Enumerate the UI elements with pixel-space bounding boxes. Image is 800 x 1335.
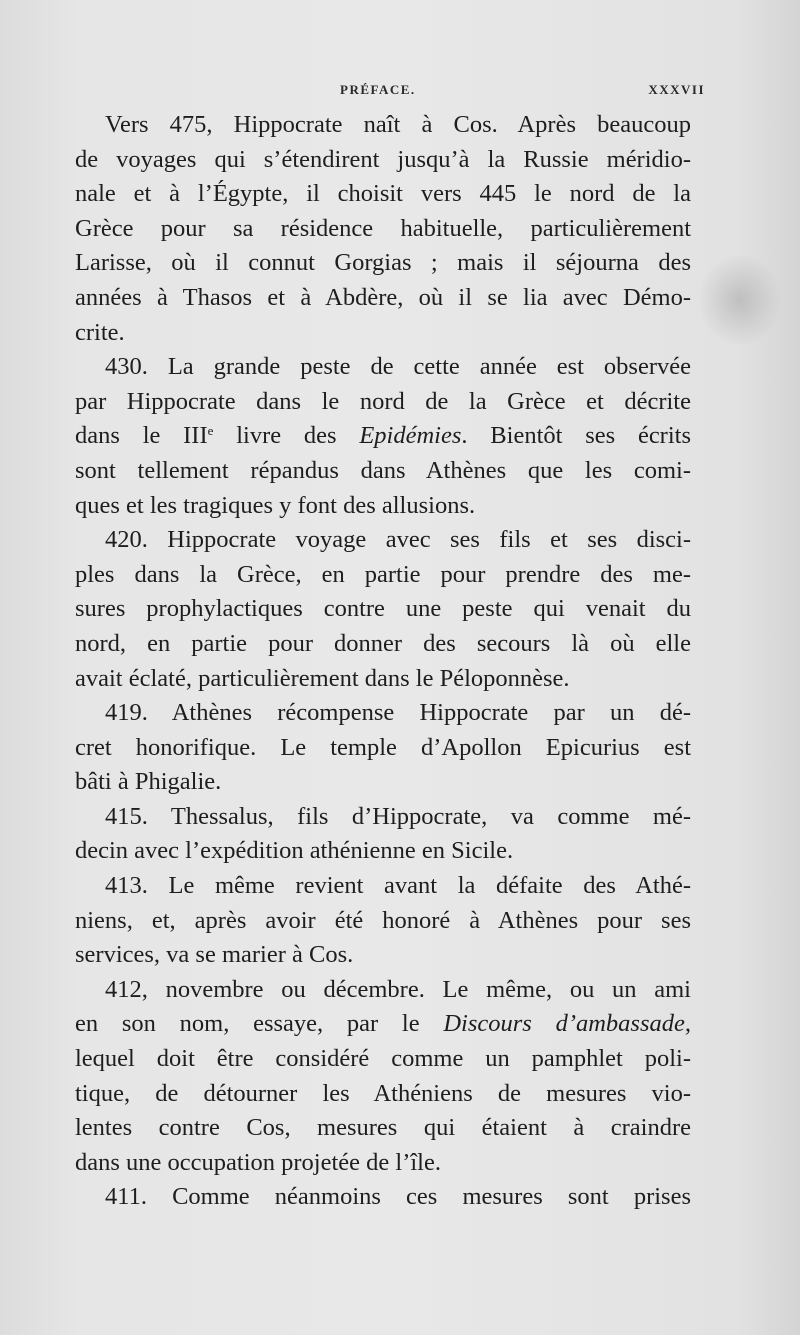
text-segment: . Bientôt ses écrits xyxy=(461,422,691,450)
text-line: 419. Athènes récompense Hippocrate par un dé- xyxy=(105,699,691,727)
text-segment: livre des xyxy=(213,422,360,450)
paragraph xyxy=(75,523,691,696)
paragraph xyxy=(75,350,691,523)
text-line: Grèce pour sa résidence habituelle, particulièrement xyxy=(75,214,691,242)
text-line: nale et à l’Égypte, il choisit vers 445 le nord de la xyxy=(75,180,691,208)
text-line: tique, de détourner les Athéniens de mesures vio- xyxy=(75,1079,691,1107)
text-line: decin avec l’expédition athénienne en Sicile. xyxy=(75,837,514,865)
text-line: avait éclaté, particulièrement dans le Péloponnèse. xyxy=(75,664,570,692)
text-line: lequel doit être considéré comme un pamphlet poli- xyxy=(75,1045,691,1073)
text-line: services, va se marier à Cos. xyxy=(75,941,354,969)
text-line: ques et les tragiques y font des allusions. xyxy=(75,491,476,519)
superscript: e xyxy=(207,423,214,439)
text-line: années à Thasos et à Abdère, où il se lia avec Démo- xyxy=(75,283,691,311)
text-line: sures prophylactiques contre une peste qui venait du xyxy=(75,595,691,623)
text-line xyxy=(75,1007,691,1042)
text-line: ples dans la Grèce, en partie pour prendre des me- xyxy=(75,560,691,588)
book-title: Discours d’ambassade, xyxy=(443,1010,692,1038)
text-line: nord, en partie pour donner des secours là où elle xyxy=(75,629,691,657)
text-line: lentes contre Cos, mesures qui étaient à craindre xyxy=(75,1114,691,1142)
text-line: 415. Thessalus, fils d’Hippocrate, va comme mé- xyxy=(105,802,691,830)
paragraph xyxy=(75,1180,691,1215)
text-line: sont tellement répandus dans Athènes que les comi- xyxy=(75,456,691,484)
text-segment: dans le III xyxy=(75,422,208,450)
text-line: niens, et, après avoir été honoré à Athènes pour ses xyxy=(75,906,691,934)
running-title: PRÉFACE. xyxy=(340,82,416,97)
book-title: Epidémies xyxy=(359,422,462,450)
text-segment: en son nom, essaye, par le xyxy=(75,1010,444,1038)
text-line: par Hippocrate dans le nord de la Grèce et décrite xyxy=(75,387,691,415)
page-number: XXXVII xyxy=(648,82,705,97)
text-line xyxy=(75,419,691,454)
paragraph xyxy=(75,973,691,1181)
text-line: bâti à Phigalie. xyxy=(75,768,222,796)
paragraph xyxy=(75,108,691,350)
text-line: 413. Le même revient avant la défaite des Athé- xyxy=(105,872,691,900)
body-text xyxy=(75,108,691,1215)
text-line: 430. La grande peste de cette année est observée xyxy=(105,353,691,381)
text-line: cret honorifique. Le temple d’Apollon Epicurius est xyxy=(75,733,691,761)
paragraph xyxy=(75,696,691,800)
text-line: crite. xyxy=(75,318,125,346)
text-line: 411. Comme néanmoins ces mesures sont prises xyxy=(105,1183,691,1211)
text-line: 412, novembre ou décembre. Le même, ou un ami xyxy=(105,975,691,1003)
paragraph xyxy=(75,869,691,973)
paragraph xyxy=(75,800,691,869)
ink-bleed-through xyxy=(700,255,780,345)
page-header xyxy=(75,82,705,102)
text-line: 420. Hippocrate voyage avec ses fils et ses disci- xyxy=(105,526,691,554)
text-line: Larisse, où il connut Gorgias ; mais il séjourna des xyxy=(75,249,691,277)
text-line: Vers 475, Hippocrate naît à Cos. Après beaucoup xyxy=(105,111,691,138)
text-line: dans une occupation projetée de l’île. xyxy=(75,1148,441,1176)
text-line: de voyages qui s’étendirent jusqu’à la Russie méridio- xyxy=(75,145,691,173)
